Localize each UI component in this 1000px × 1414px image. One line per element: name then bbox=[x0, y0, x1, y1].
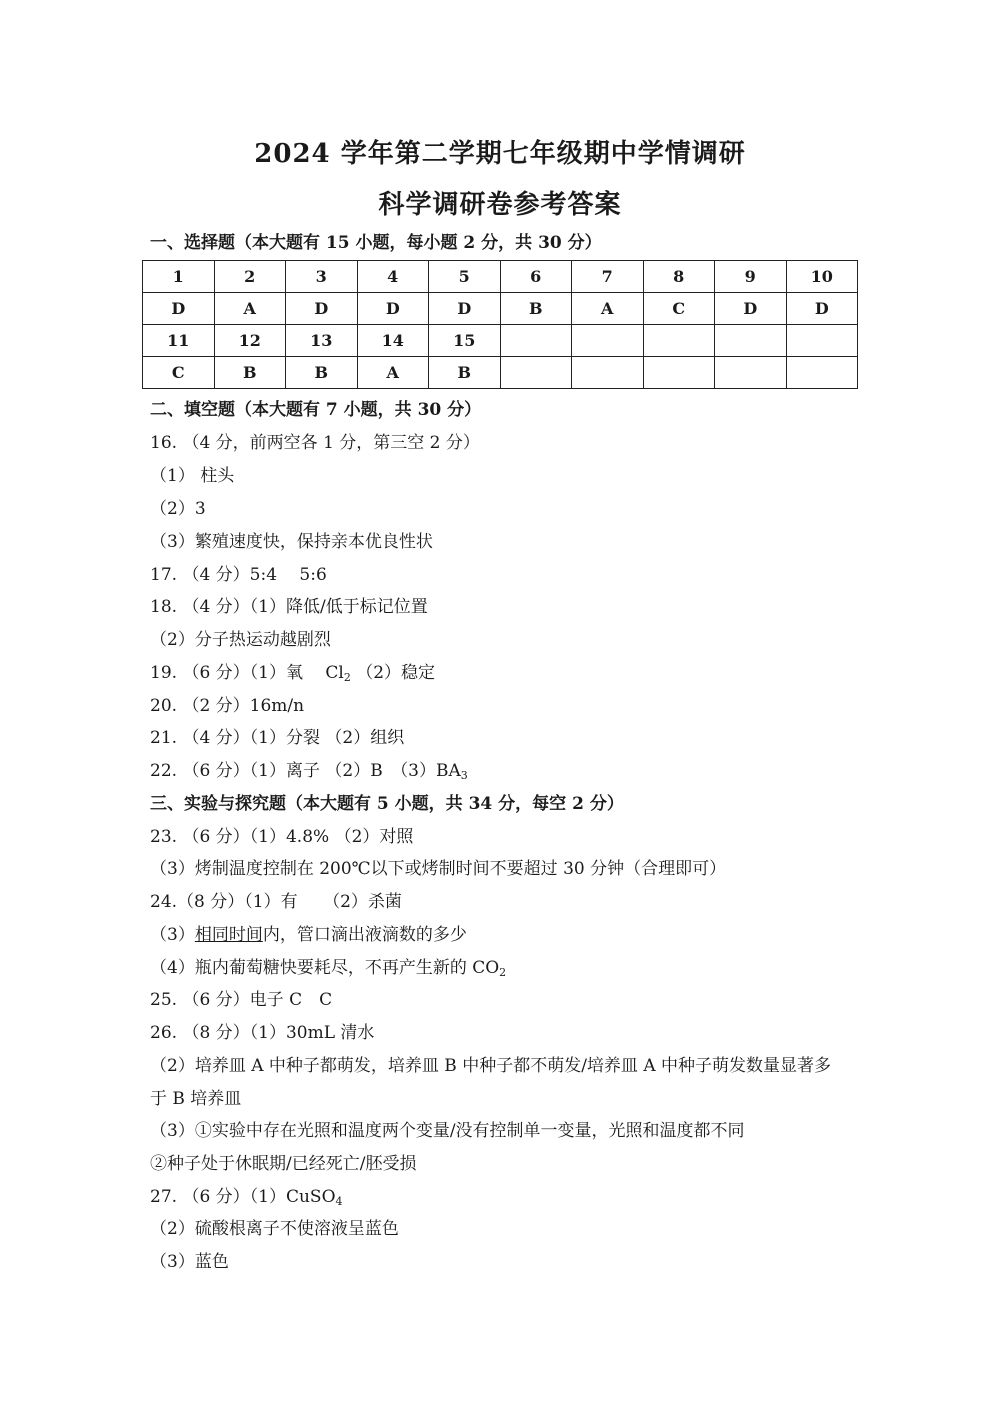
answer-line-21: 21. （4 分）（1）分裂 （2）组织 bbox=[150, 728, 405, 748]
table-cell bbox=[643, 357, 715, 389]
answer-line-25: 25. （6 分）电子 C C bbox=[150, 990, 333, 1010]
doc-subtitle: 科学调研卷参考答案 bbox=[378, 190, 622, 220]
table-cell: 7 bbox=[572, 261, 644, 293]
table-cell: 2 bbox=[214, 261, 286, 293]
answer-text: 19. （6 分）（1）氧 Cl bbox=[150, 663, 344, 683]
section2-heading: 二、填空题（本大题有 7 小题，共 30 分） bbox=[150, 400, 482, 420]
table-cell: 6 bbox=[500, 261, 572, 293]
section3-heading: 三、实验与探究题（本大题有 5 小题，共 34 分，每空 2 分） bbox=[150, 794, 624, 814]
table-cell bbox=[500, 325, 572, 357]
answer-line-27-2: （2）硫酸根离子不使溶液呈蓝色 bbox=[150, 1219, 399, 1239]
table-cell: 11 bbox=[143, 325, 215, 357]
doc-title: 2024 学年第二学期七年级期中学情调研 bbox=[254, 139, 746, 169]
answer-text: 22. （6 分）（1）离子 （2）B （3）BA bbox=[150, 761, 461, 781]
answer-line-22 bbox=[150, 760, 468, 787]
answer-line-26-2a: （2）培养皿 A 中种子都萌发，培养皿 B 中种子都不萌发/培养皿 A 中种子萌发数量显著多 bbox=[150, 1056, 832, 1076]
table-row bbox=[143, 325, 858, 357]
table-cell bbox=[786, 357, 858, 389]
answer-line-26-3b: ②种子处于休眠期/已经死亡/胚受损 bbox=[150, 1154, 417, 1174]
table-row bbox=[143, 261, 858, 293]
table-cell: A bbox=[572, 293, 644, 325]
table-cell bbox=[500, 357, 572, 389]
table-cell: 13 bbox=[286, 325, 358, 357]
table-cell: D bbox=[715, 293, 787, 325]
answer-text: （2）稳定 bbox=[350, 663, 436, 683]
table-cell: D bbox=[357, 293, 429, 325]
table-cell: 15 bbox=[429, 325, 501, 357]
answer-line-23: 23. （6 分）（1）4.8% （2）对照 bbox=[150, 827, 414, 847]
answer-line-26: 26. （8 分）（1）30mL 清水 bbox=[150, 1023, 375, 1043]
table-cell bbox=[715, 325, 787, 357]
table-cell: B bbox=[429, 357, 501, 389]
table-cell bbox=[715, 357, 787, 389]
section1-heading: 一、选择题（本大题有 15 小题，每小题 2 分，共 30 分） bbox=[150, 233, 602, 253]
table-cell: A bbox=[214, 293, 286, 325]
answer-line-16: 16. （4 分，前两空各 1 分，第三空 2 分） bbox=[150, 433, 480, 453]
answer-line-18: 18. （4 分）（1）降低/低于标记位置 bbox=[150, 597, 428, 617]
table-cell: B bbox=[286, 357, 358, 389]
answer-line-16-2: （2）3 bbox=[150, 499, 206, 519]
table-cell: 9 bbox=[715, 261, 787, 293]
answer-text: 27. （6 分）（1）CuSO bbox=[150, 1187, 336, 1207]
answer-text: 内，管口滴出液滴数的多少 bbox=[262, 925, 467, 945]
underlined-text: 相同时间 bbox=[194, 925, 263, 945]
table-cell: D bbox=[786, 293, 858, 325]
table-cell: 4 bbox=[357, 261, 429, 293]
table-cell: C bbox=[643, 293, 715, 325]
table-cell: D bbox=[429, 293, 501, 325]
table-cell: 10 bbox=[786, 261, 858, 293]
answer-line-26-2b: 于 B 培养皿 bbox=[150, 1089, 242, 1109]
table-row bbox=[143, 293, 858, 325]
table-cell: 3 bbox=[286, 261, 358, 293]
answer-line-23-3: （3）烤制温度控制在 200℃以下或烤制时间不要超过 30 分钟（合理即可） bbox=[150, 859, 727, 879]
table-cell: 5 bbox=[429, 261, 501, 293]
answer-text: （3） bbox=[150, 925, 195, 945]
answer-table bbox=[142, 260, 858, 389]
table-cell bbox=[572, 325, 644, 357]
answer-line-16-3: （3）繁殖速度快，保持亲本优良性状 bbox=[150, 532, 433, 552]
answer-line-19 bbox=[150, 662, 435, 689]
table-cell bbox=[643, 325, 715, 357]
table-cell: C bbox=[143, 357, 215, 389]
answer-line-17: 17. （4 分）5:4 5:6 bbox=[150, 565, 327, 585]
answer-line-24: 24.（8 分）（1）有 （2）杀菌 bbox=[150, 892, 402, 912]
answer-text: （4）瓶内葡萄糖快要耗尽，不再产生新的 CO bbox=[150, 958, 500, 978]
table-cell: 14 bbox=[357, 325, 429, 357]
answer-line-24-3 bbox=[150, 924, 467, 946]
answer-line-18-2: （2）分子热运动越剧烈 bbox=[150, 630, 331, 650]
answer-line-27-3: （3）蓝色 bbox=[150, 1252, 229, 1272]
table-cell: 1 bbox=[143, 261, 215, 293]
table-cell: B bbox=[214, 357, 286, 389]
answer-line-26-3: （3）①实验中存在光照和温度两个变量/没有控制单一变量，光照和温度都不同 bbox=[150, 1121, 745, 1141]
subscript: 3 bbox=[460, 769, 468, 782]
answer-line-20: 20. （2 分）16m/n bbox=[150, 696, 305, 716]
table-cell: 8 bbox=[643, 261, 715, 293]
table-cell bbox=[786, 325, 858, 357]
answer-line-16-1: （1） 柱头 bbox=[150, 466, 235, 486]
subscript: 4 bbox=[335, 1195, 343, 1208]
table-cell: D bbox=[286, 293, 358, 325]
subscript: 2 bbox=[343, 671, 351, 684]
table-cell: 12 bbox=[214, 325, 286, 357]
table-cell: A bbox=[357, 357, 429, 389]
table-row bbox=[143, 357, 858, 389]
table-cell: D bbox=[143, 293, 215, 325]
subscript: 2 bbox=[499, 966, 507, 979]
table-cell bbox=[572, 357, 644, 389]
answer-line-27 bbox=[150, 1186, 343, 1213]
table-cell: B bbox=[500, 293, 572, 325]
answer-line-24-4 bbox=[150, 957, 506, 984]
